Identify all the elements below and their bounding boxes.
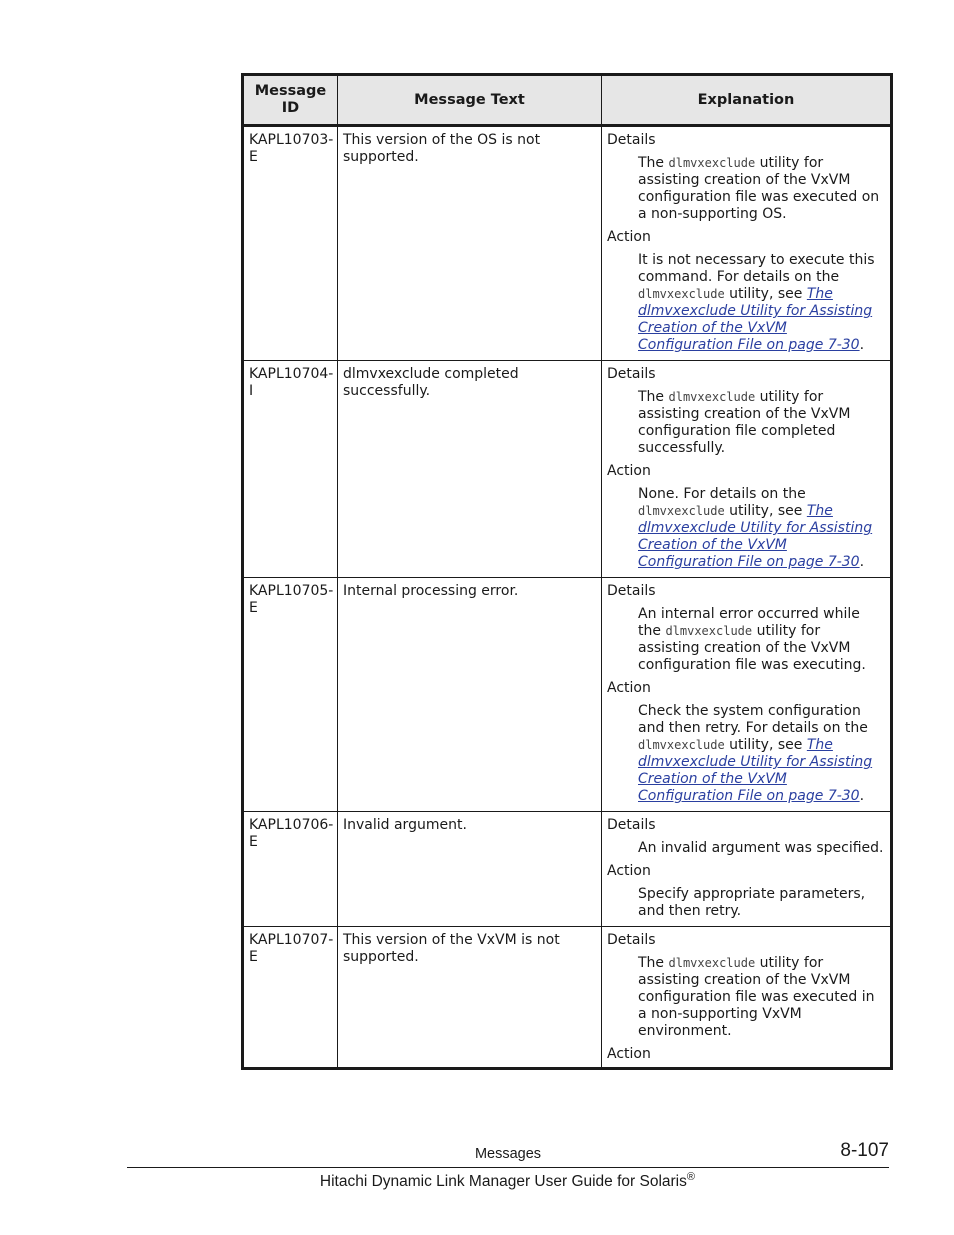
cross-reference-link[interactable]: The dlmvxexclude Utility for Assisting Creation of the VxVM Configuration File on page 7-30 [638,286,873,353]
action-label: Action [607,1046,651,1062]
message-text: dlmvxexclude completed successfully. [338,361,602,578]
page-number: 8-107 [840,1140,889,1161]
details-label: Details [607,932,656,948]
message-id: KAPL10705-E [243,578,338,812]
explanation [602,812,892,927]
guide-title: Hitachi Dynamic Link Manager User Guide for Solaris® [319,1171,695,1191]
table-row [243,361,892,578]
message-id: KAPL10703-E [243,126,338,361]
details-text: An internal error occurred while the dlmvxexclude utility for assisting creation of the VxVM configuration file was executing. [638,606,866,673]
explanation [602,361,892,578]
table-row [243,927,892,1069]
action-label: Action [607,463,651,479]
action-label: Action [607,863,651,879]
message-text: Invalid argument. [338,812,602,927]
action-text: None. For details on the dlmvxexclude utility, see The dlmvxexclude Utility for Assisting Creation of the VxVM Configuration File on page 7-30. [638,486,873,570]
footer-divider [127,1167,889,1168]
details-label: Details [607,583,656,599]
action-text: It is not necessary to execute this command. For details on the dlmvxexclude utility, see The dlmvxexclude Utility for Assisting Creation of the VxVM Configuration File on page 7-30. [638,252,875,353]
explanation [602,578,892,812]
explanation [602,126,892,361]
header-message-id: Message ID [243,75,338,126]
action-text: Check the system configuration and then retry. For details on the dlmvxexclude utility, see The dlmvxexclude Utility for Assisting Creation of the VxVM Configuration File on page 7-30. [638,703,873,804]
message-text: Internal processing error. [338,578,602,812]
details-text: The dlmvxexclude utility for assisting creation of the VxVM configuration file was executed on a non-supporting OS. [638,155,880,222]
cross-reference-link[interactable]: The dlmvxexclude Utility for Assisting Creation of the VxVM Configuration File on page 7-30 [638,503,873,570]
footer-section-name: Messages [474,1146,542,1162]
table-row [243,812,892,927]
explanation [602,927,892,1069]
registered-mark: ® [686,1171,695,1183]
table-row [243,578,892,812]
message-id: KAPL10704-I [243,361,338,578]
action-label: Action [607,229,651,245]
cross-reference-link[interactable]: The dlmvxexclude Utility for Assisting Creation of the VxVM Configuration File on page 7-30 [638,737,873,804]
table-row [243,126,892,361]
details-text: An invalid argument was specified. [638,840,884,856]
header-explanation: Explanation [602,75,892,126]
details-text: The dlmvxexclude utility for assisting creation of the VxVM configuration file was executed in a non-supporting VxVM environment. [638,955,875,1039]
details-label: Details [607,132,656,148]
details-label: Details [607,366,656,382]
details-text: The dlmvxexclude utility for assisting creation of the VxVM configuration file completed successfully. [638,389,851,456]
message-table [241,73,893,1070]
message-text: This version of the VxVM is not supported. [338,927,602,1069]
details-label: Details [607,817,656,833]
action-text: Specify appropriate parameters, and then retry. [638,886,866,919]
message-text: This version of the OS is not supported. [338,126,602,361]
message-id: KAPL10707-E [243,927,338,1069]
table-header-row [243,75,892,126]
message-id: KAPL10706-E [243,812,338,927]
header-message-text: Message Text [338,75,602,126]
action-label: Action [607,680,651,696]
